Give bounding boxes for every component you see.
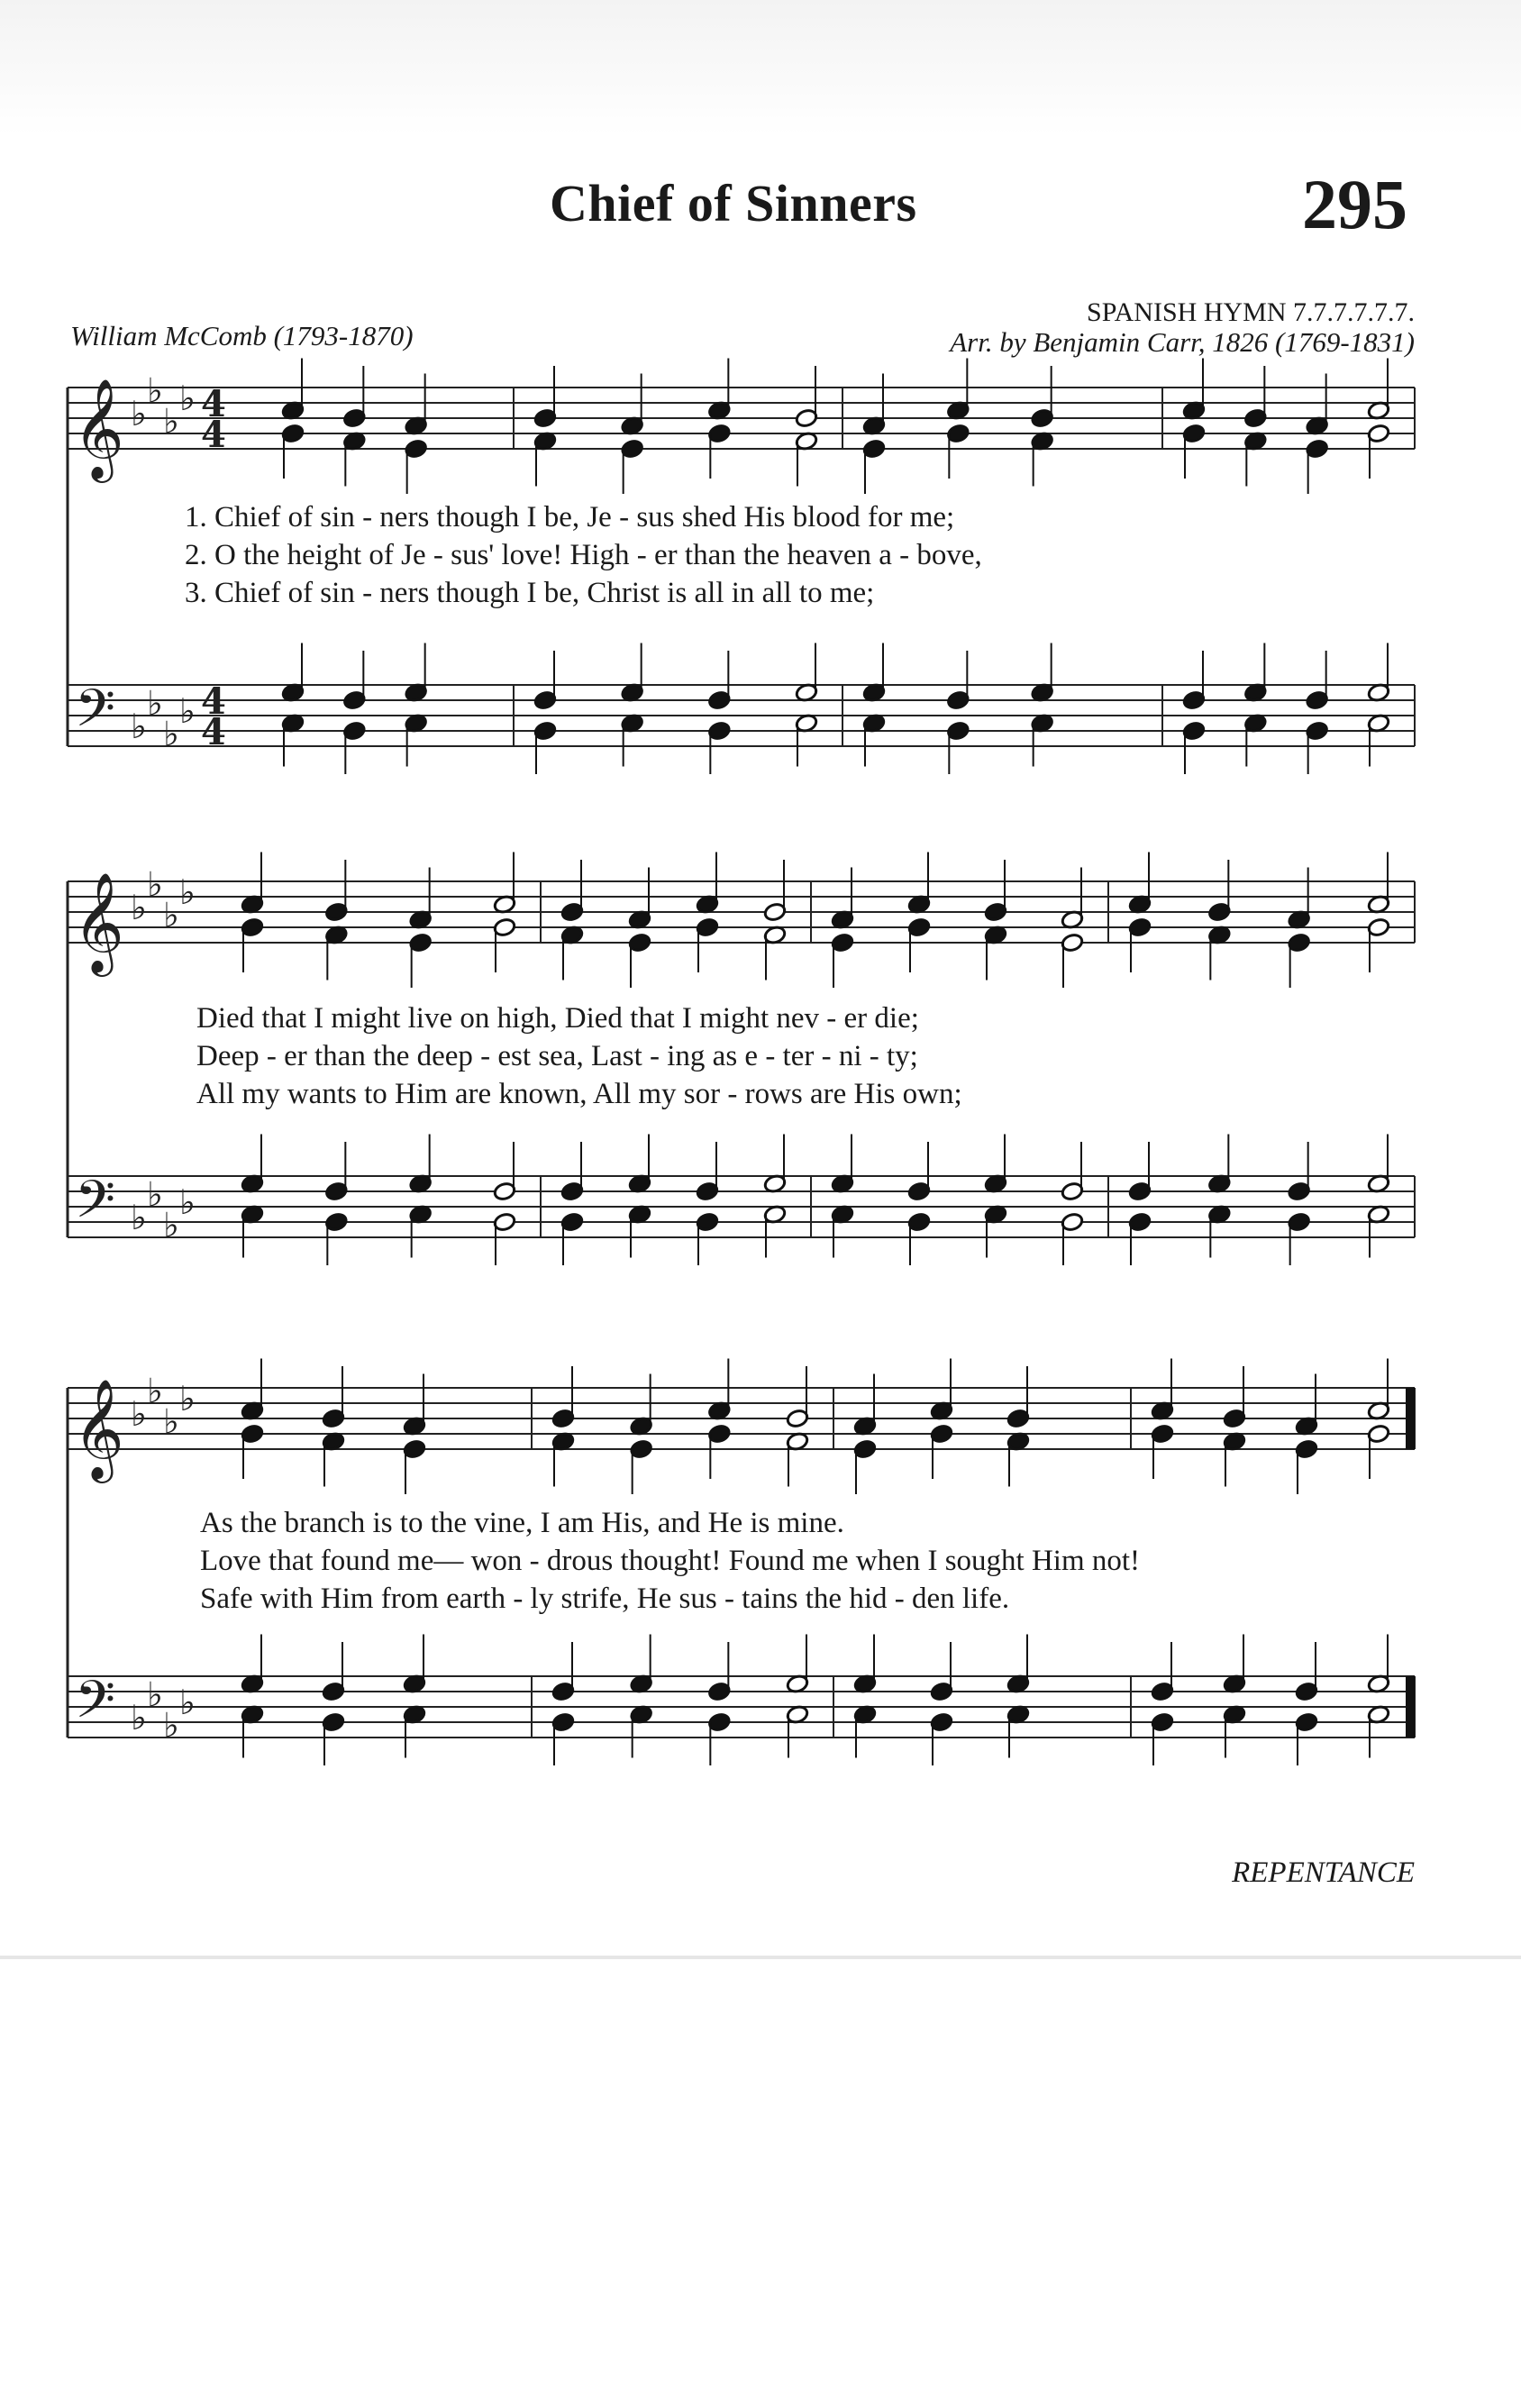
flat-sign: ♭ (131, 1198, 147, 1237)
time-signature: 4 (201, 383, 226, 425)
lyricist-credit: William McComb (1793-1870) (70, 320, 414, 351)
flat-sign: ♭ (147, 1174, 163, 1215)
flat-sign: ♭ (163, 1205, 179, 1245)
flat-sign: ♭ (131, 1698, 147, 1738)
lyric-line: As the branch is to the vine, I am His, and He is mine. (200, 1507, 844, 1539)
bass-clef: 𝄢 (75, 1669, 116, 1743)
flat-sign: ♭ (163, 401, 179, 442)
hymn-title: Chief of Sinners (550, 174, 917, 233)
flat-sign: ♭ (163, 1401, 179, 1442)
flat-sign: ♭ (163, 895, 179, 935)
flat-sign: ♭ (131, 888, 147, 927)
flat-sign: ♭ (147, 1674, 163, 1715)
flat-sign: ♭ (179, 872, 196, 912)
treble-clef: 𝄞 (73, 1378, 124, 1479)
time-signature: 4 (201, 680, 226, 723)
flat-sign: ♭ (131, 707, 147, 746)
flat-sign: ♭ (163, 714, 179, 754)
flat-sign: ♭ (147, 683, 163, 724)
flat-sign: ♭ (179, 1182, 196, 1222)
flat-sign: ♭ (179, 691, 196, 731)
arranger-credit: Arr. by Benjamin Carr, 1826 (1769-1831) (950, 326, 1415, 358)
treble-clef: 𝄞 (73, 871, 124, 972)
flat-sign: ♭ (131, 394, 147, 433)
lyric-line: Died that I might live on high, Died that I might nev - er die; (196, 1002, 919, 1035)
lyric-line: Love that found me— won - drous thought! Found me when I sought Him not! (200, 1545, 1141, 1577)
bass-clef: 𝄢 (75, 1169, 116, 1243)
time-signature: 4 (201, 414, 226, 456)
final-bar (1406, 1676, 1415, 1738)
time-signature: 4 (201, 711, 226, 753)
lyric-line: Deep - er than the deep - est sea, Last - ing as e - ter - ni - ty; (196, 1040, 918, 1072)
flat-sign: ♭ (147, 370, 163, 411)
lyric-line: Safe with Him from earth - ly strife, He sus - tains the hid - den life. (200, 1583, 1010, 1615)
treble-clef: 𝄞 (73, 378, 124, 479)
flat-sign: ♭ (163, 1705, 179, 1746)
bass-clef: 𝄢 (75, 678, 116, 752)
hymn-number: 295 (1302, 165, 1407, 243)
lyric-line: 2. O the height of Je - sus' love! High - er than the heaven a - bove, (185, 539, 982, 571)
tune-name: SPANISH HYMN 7.7.7.7.7.7. (1087, 297, 1415, 327)
lyric-line: 1. Chief of sin - ners though I be, Je - sus shed His blood for me; (185, 501, 955, 534)
flat-sign: ♭ (147, 864, 163, 905)
category-label: REPENTANCE (1232, 1856, 1415, 1889)
final-bar (1406, 1388, 1415, 1449)
flat-sign: ♭ (179, 1683, 196, 1722)
flat-sign: ♭ (131, 1394, 147, 1434)
lyric-line: All my wants to Him are known, All my sor - rows are His own; (196, 1078, 962, 1110)
flat-sign: ♭ (147, 1371, 163, 1411)
lyric-line: 3. Chief of sin - ners though I be, Christ is all in all to me; (185, 577, 875, 609)
flat-sign: ♭ (179, 1379, 196, 1418)
flat-sign: ♭ (179, 379, 196, 418)
